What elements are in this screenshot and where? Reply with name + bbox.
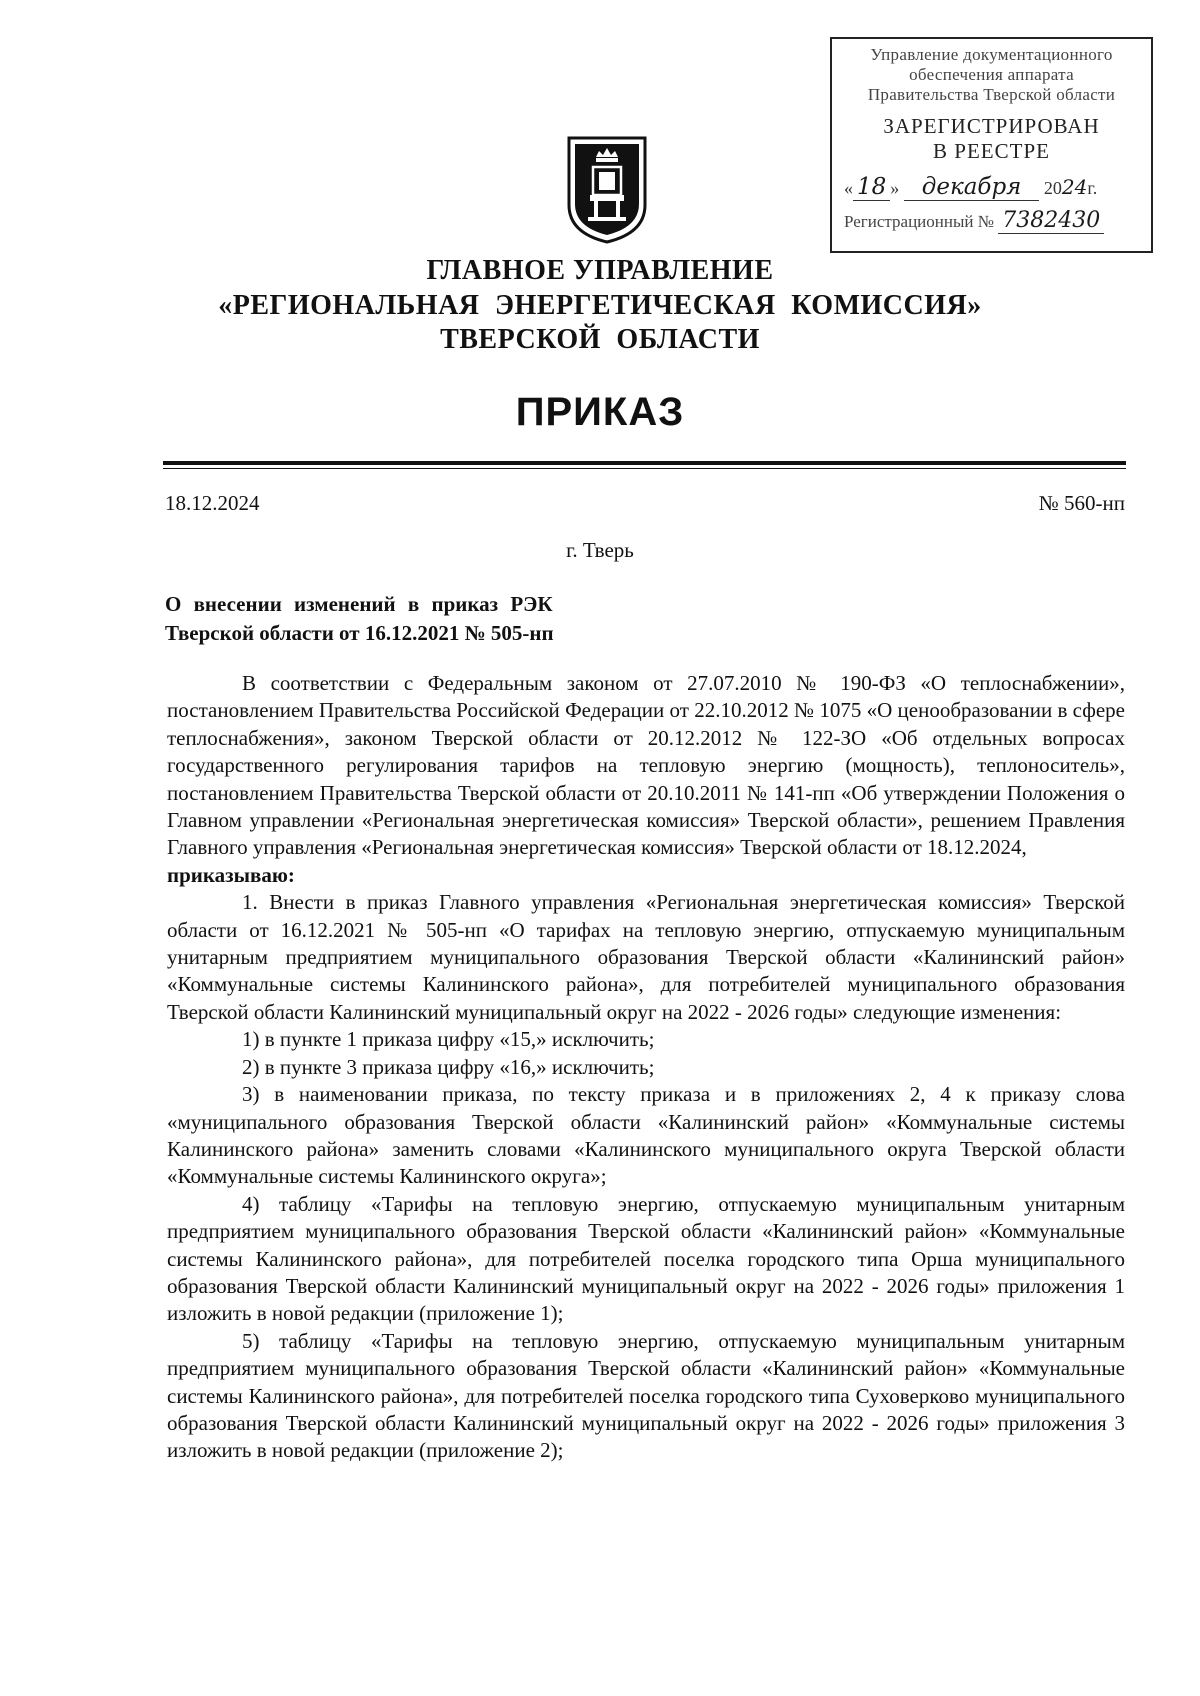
stamp-number: 7382430 [998,208,1104,234]
document-title: ПРИКАЗ [515,390,685,434]
order-item: 1) в пункте 1 приказа цифру «15,» исключить; [242,1027,655,1052]
header-divider [163,468,1126,469]
order-word: приказываю: [167,862,295,887]
document-subject [165,590,554,648]
document-date: 18.12.2024 [165,491,260,515]
stamp-registered-line: ЗАРЕГИСТРИРОВАН [883,114,1100,138]
order-item: 1. Внести в приказ Главного управления «Региональная энергетическая комиссия» Тверской области от 16.12.2021 № 505-нп «О тарифах на тепловую энергию, отпускаемую муниципальным унитарным предприятием муниципального образования Тверской области «Калининский район» «Коммунальные системы Калининского района», для потребителей муниципального образования Тверской области Калининский муниципальный округ на 2022 - 2026 годы» следующие изменения: [167,890,1125,1024]
stamp-month: декабря [904,174,1040,201]
stamp-org-line: Правительства Тверской области [867,85,1116,104]
header-divider [163,461,1126,465]
stamp-date: « 18 » декабря 2024г. [844,174,1098,200]
stamp-number-label: Регистрационный № [844,212,994,231]
stamp-year-unit: г. [1087,178,1098,198]
preamble-paragraph: В соответствии с Федеральным законом от 27.07.2010 № 190-ФЗ «О теплоснабжении», постановлением Правительства Российской Федерации от 22.10.2012 № 1075 «О ценообразовании в сфере теплоснабжения», законом Тверской области от 20.12.2012 № 122-ЗО «Об отдельных вопросах государственного регулирования тарифов на тепловую энергию (мощность), теплоноситель», постановлением Правительства Тверской области от 20.10.2011 № 141-пп «Об утверждении Положения о Главном управлении «Региональная энергетическая комиссия» Тверской области», решением Правления Главного управления «Региональная энергетическая комиссия» Тверской области от 18.12.2024, [167,671,1125,860]
order-item: 5) таблицу «Тарифы на тепловую энергию, отпускаемую муниципальным унитарным предприятием муниципального образования Тверской области «Калининский район» «Коммунальные системы Калининского района», для потребителей поселка городского типа Суховерково муниципального образования Тверской области Калининский муниципальный округ на 2022 - 2026 годы» приложения 3 изложить в новой редакции (приложение 2); [167,1328,1125,1463]
subject-line: Тверской области от 16.12.2021 № 505-нп [165,621,554,645]
stamp-org-line: Управление документационного [870,45,1113,64]
stamp-year-prefix: 20 [1043,178,1062,198]
stamp-registered-line: В РЕЕСТРЕ [933,139,1050,163]
document-body [167,670,1125,1465]
tver-coat-of-arms-icon [566,135,648,245]
agency-name-line: ГЛАВНОЕ УПРАВЛЕНИЕ [426,255,774,286]
agency-name-line: «РЕГИОНАЛЬНАЯ ЭНЕРГЕТИЧЕСКАЯ КОМИССИЯ» [218,290,982,321]
document-city: г. Тверь [566,538,634,562]
order-item: 2) в пункте 3 приказа цифру «16,» исключить; [242,1054,655,1079]
agency-name-line: ТВЕРСКОЙ ОБЛАСТИ [440,324,760,355]
stamp-day: 18 [853,174,890,201]
order-item: 3) в наименовании приказа, по тексту приказа и в приложениях 2, 4 к приказу слова «муниципального образования Тверской области «Калининский район» «Коммунальные системы Калининского района» заменить словами «Калининского муниципального округа Тверской области «Коммунальные системы Калининского округа»; [167,1082,1125,1189]
stamp-number-line [844,208,1151,233]
stamp-org-line: обеспечения аппарата [909,65,1074,84]
document-number: № 560-нп [1038,491,1125,515]
order-item: 4) таблицу «Тарифы на тепловую энергию, отпускаемую муниципальным унитарным предприятием муниципального образования Тверской области «Калининский район» «Коммунальные системы Калининского района», для потребителей поселка городского типа Орша муниципального образования Тверской области Калининский муниципальный округ на 2022 - 2026 годы» приложения 1 изложить в новой редакции (приложение 1); [167,1191,1125,1326]
registration-stamp [830,37,1153,253]
stamp-year-suffix: 24 [1061,175,1088,199]
subject-line: О внесении изменений в приказ РЭК [165,592,553,616]
stamp-registered [832,114,1151,164]
stamp-organization [832,45,1151,105]
